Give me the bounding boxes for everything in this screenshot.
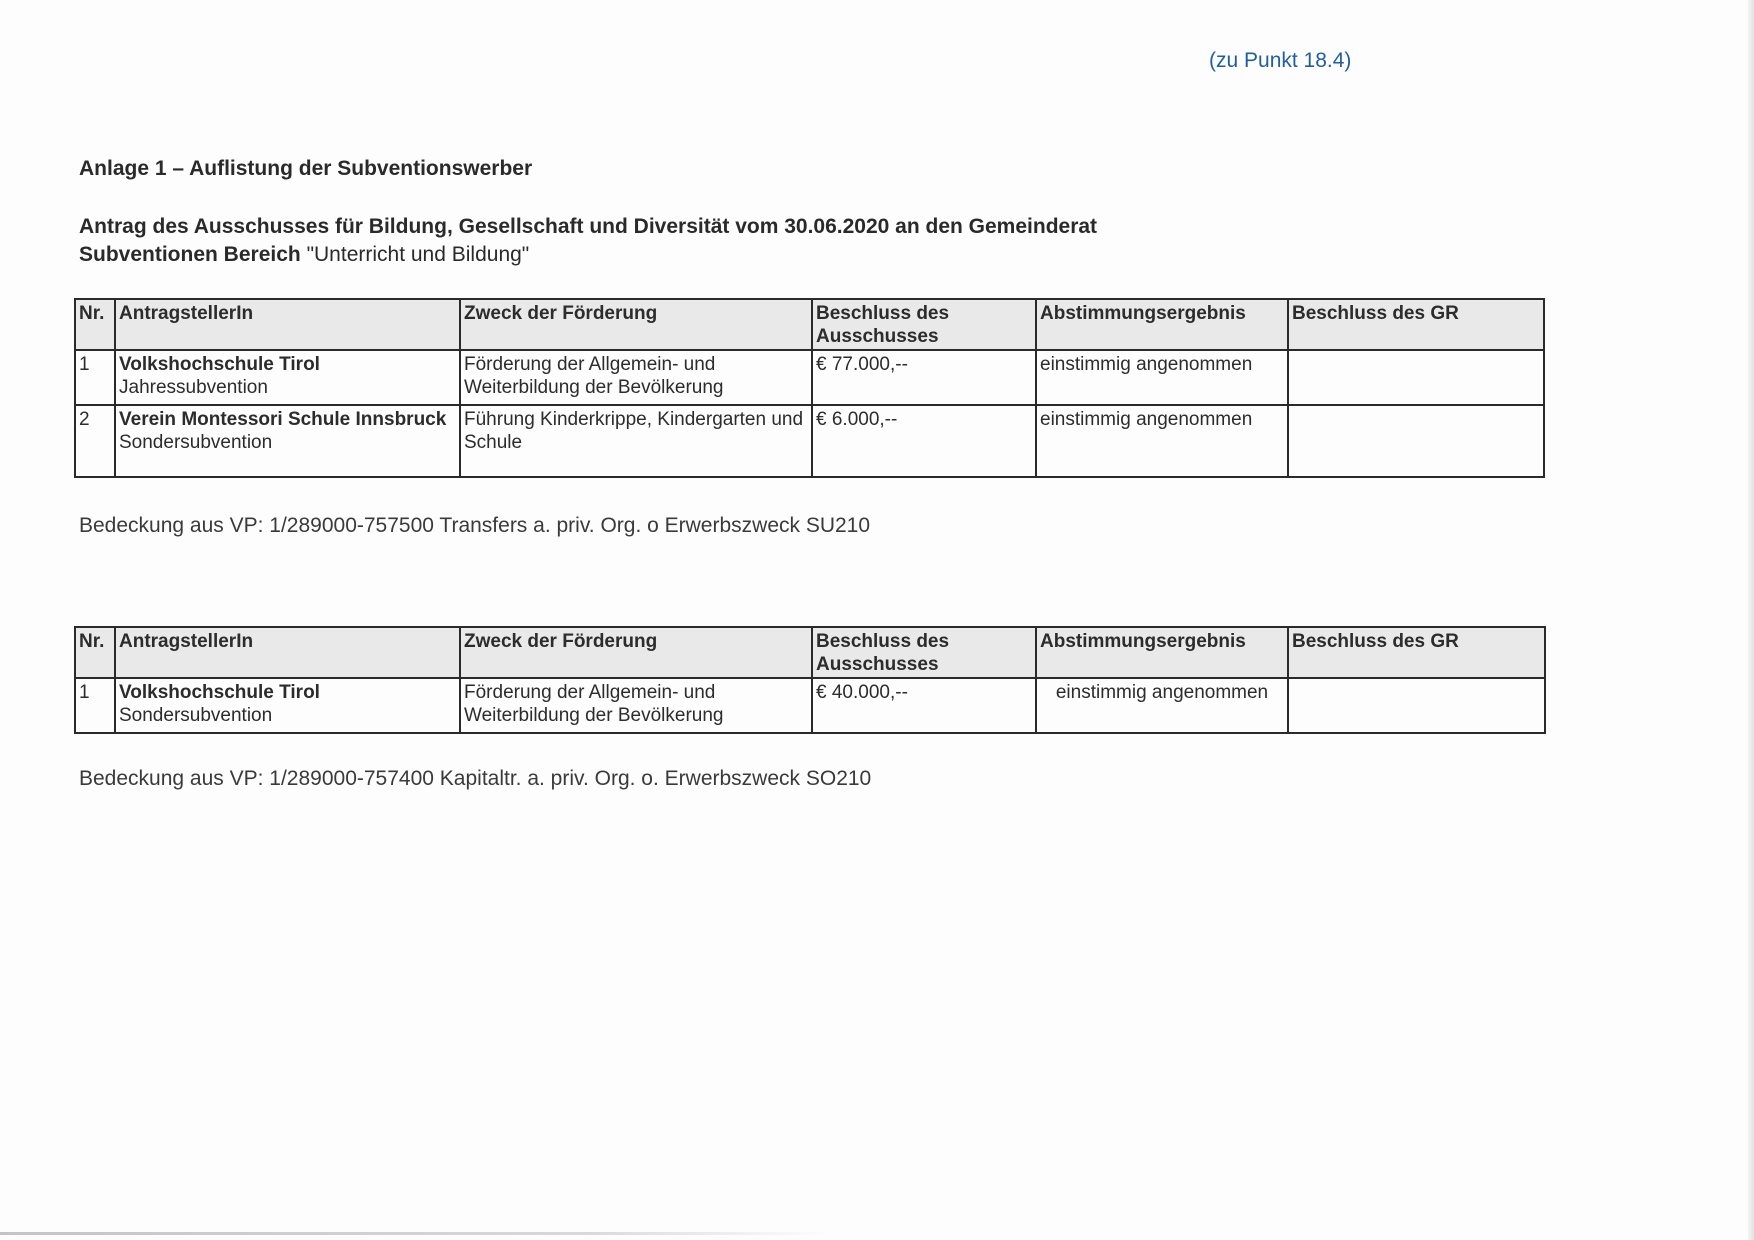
agenda-reference: (zu Punkt 18.4): [1209, 49, 1352, 72]
applicant-name: Volkshochschule Tirol: [119, 354, 320, 375]
table-header-row: [75, 299, 1544, 350]
col-header-nr: Nr.: [75, 627, 115, 678]
table-row: [75, 405, 1544, 477]
cell-nr: 2: [75, 405, 115, 477]
col-header-vote-result: Abstimmungsergebnis: [1036, 627, 1288, 678]
cell-purpose: Förderung der Allgemein- und Weiterbildung der Bevölkerung: [460, 678, 812, 733]
cell-amount: € 6.000,--: [812, 405, 1036, 477]
col-header-purpose: Zweck der Förderung: [460, 627, 812, 678]
cell-vote: einstimmig angenommen: [1036, 350, 1288, 405]
col-header-applicant: AntragstellerIn: [115, 299, 460, 350]
table-header-row: [75, 627, 1545, 678]
cell-purpose: Führung Kinderkrippe, Kindergarten und Schule: [460, 405, 812, 477]
subsidy-type: Sondersubvention: [119, 432, 273, 453]
cell-amount: € 77.000,--: [812, 350, 1036, 405]
cell-nr: 1: [75, 678, 115, 733]
page-edge-shadow: [1748, 0, 1754, 1240]
cell-amount: € 40.000,--: [812, 678, 1036, 733]
cell-council-decision: [1288, 405, 1544, 477]
cell-purpose: Förderung der Allgemein- und Weiterbildung der Bevölkerung: [460, 350, 812, 405]
cell-vote: einstimmig angenommen: [1036, 678, 1288, 733]
subsidy-table-1: [74, 298, 1545, 478]
col-header-council-decision: Beschluss des GR: [1288, 299, 1544, 350]
budget-coverage-1: Bedeckung aus VP: 1/289000-757500 Transfers a. priv. Org. o Erwerbszweck SU210: [79, 514, 871, 537]
cell-nr: 1: [75, 350, 115, 405]
table-row: [75, 678, 1545, 733]
motion-heading: Antrag des Ausschusses für Bildung, Gesellschaft und Diversität vom 30.06.2020 an den Gemeinderat: [79, 215, 1098, 238]
cell-council-decision: [1288, 350, 1544, 405]
col-header-committee-decision: Beschluss des Ausschusses: [812, 627, 1036, 678]
applicant-name: Verein Montessori Schule Innsbruck: [119, 409, 447, 430]
scan-bottom-line: [0, 1232, 830, 1235]
budget-coverage-2: Bedeckung aus VP: 1/289000-757400 Kapitaltr. a. priv. Org. o. Erwerbszweck SO210: [79, 767, 872, 790]
attachment-heading: Anlage 1 – Auflistung der Subventionswerber: [79, 157, 533, 180]
col-header-committee-decision: Beschluss des Ausschusses: [812, 299, 1036, 350]
applicant-name: Volkshochschule Tirol: [119, 682, 320, 703]
col-header-council-decision: Beschluss des GR: [1288, 627, 1545, 678]
col-header-purpose: Zweck der Förderung: [460, 299, 812, 350]
cell-applicant: [115, 405, 460, 477]
subsidy-area-label: Subventionen Bereich: [79, 243, 301, 266]
subsidy-area-value: "Unterricht und Bildung": [306, 243, 530, 266]
col-header-vote-result: Abstimmungsergebnis: [1036, 299, 1288, 350]
cell-applicant: [115, 678, 460, 733]
subsidy-area: [79, 243, 529, 267]
col-header-applicant: AntragstellerIn: [115, 627, 460, 678]
cell-council-decision: [1288, 678, 1545, 733]
col-header-nr: Nr.: [75, 299, 115, 350]
subsidy-type: Jahressubvention: [119, 377, 268, 398]
table-row: [75, 350, 1544, 405]
cell-vote: einstimmig angenommen: [1036, 405, 1288, 477]
subsidy-type: Sondersubvention: [119, 705, 273, 726]
subsidy-table-2: [74, 626, 1546, 734]
cell-applicant: [115, 350, 460, 405]
